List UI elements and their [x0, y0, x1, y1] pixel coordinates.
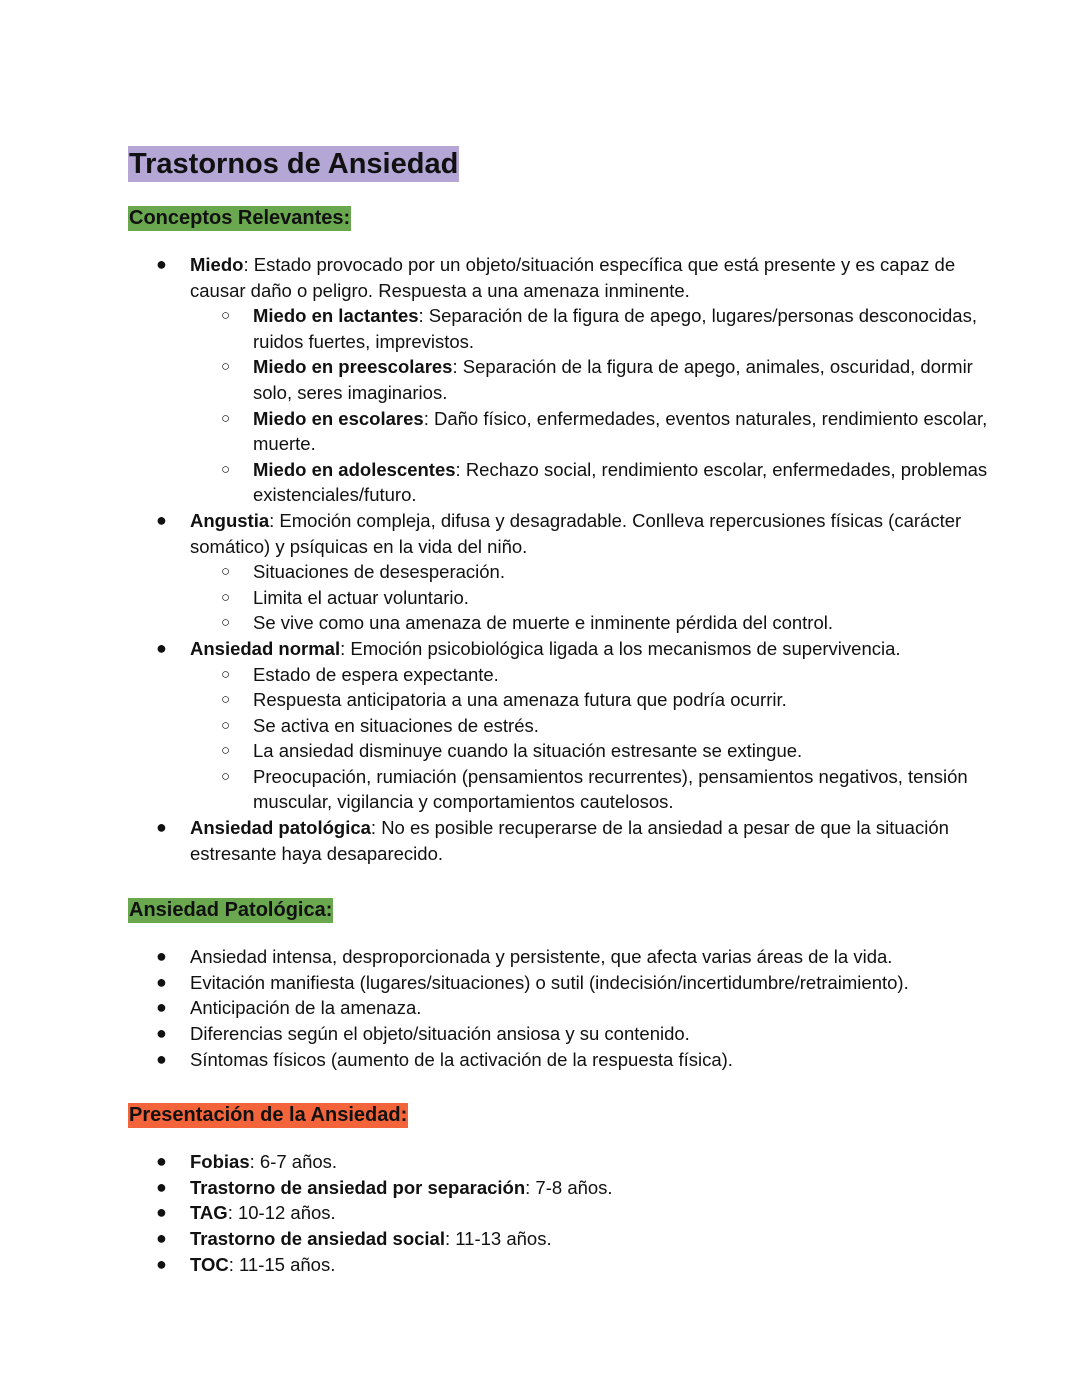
- sub-list-item: [190, 354, 1008, 405]
- document-page: [128, 146, 1008, 1277]
- bullet-icon: ●: [156, 997, 167, 1018]
- sub-list-item: [190, 457, 1008, 508]
- sub-list-item: [190, 610, 1008, 636]
- list-item: [128, 944, 1008, 970]
- hollow-bullet-icon: ○: [221, 358, 231, 376]
- bullet-icon: ●: [156, 946, 167, 967]
- list-item: [128, 636, 1008, 815]
- bullet-icon: ●: [156, 254, 167, 274]
- age-range: : 11-15 años.: [228, 1253, 336, 1275]
- sub-text: Limita el actuar voluntario.: [253, 586, 469, 608]
- definition: : Rechazo social, rendimiento escolar, enfermedades, problemas existenciales/futuro.: [253, 458, 988, 506]
- bullet-icon: ●: [156, 1023, 167, 1044]
- sub-list-item: [190, 738, 1008, 764]
- age-range: : 6-7 años.: [249, 1151, 338, 1173]
- term: Trastorno de ansiedad por separación: [190, 1176, 526, 1198]
- sub-list: [190, 559, 1008, 636]
- hollow-bullet-icon: ○: [221, 742, 231, 760]
- term: Trastorno de ansiedad social: [190, 1228, 445, 1249]
- term: Miedo en escolares: [253, 407, 424, 429]
- definition: : Estado provocado por un objeto/situación específica que está presente y es capaz de causar daño o peligro. Respuesta a una amenaza inminente.: [190, 254, 956, 301]
- bullet-icon: ●: [156, 509, 167, 530]
- hollow-bullet-icon: ○: [221, 460, 231, 478]
- hollow-bullet-icon: ○: [221, 614, 231, 632]
- definition: : Separación de la figura de apego, lugares/personas desconocidas, ruidos fuertes, imprevistos.: [253, 305, 977, 352]
- presentacion-list: [128, 1149, 1008, 1277]
- item-text: Ansiedad intensa, desproporcionada y persistente, que afecta varias áreas de la vida.: [190, 946, 893, 968]
- sub-text: Estado de espera expectante.: [253, 663, 499, 685]
- term: Ansiedad patológica: [190, 817, 371, 839]
- list-item: [128, 508, 1008, 636]
- list-item: [128, 995, 1008, 1021]
- term: TOC: [190, 1253, 229, 1275]
- age-range: : 10-12 años.: [227, 1202, 336, 1224]
- bullet-icon: ●: [156, 1176, 167, 1197]
- list-item: [128, 1226, 1008, 1252]
- age-range: : 11-13 años.: [444, 1228, 552, 1249]
- sub-text: Respuesta anticipatoria a una amenaza futura que podría ocurrir.: [253, 689, 787, 711]
- hollow-bullet-icon: ○: [221, 563, 231, 581]
- section-conceptos: [128, 206, 1008, 866]
- sub-list-item: [190, 687, 1008, 713]
- list-item: [128, 1047, 1008, 1073]
- section-presentacion: [128, 1103, 1008, 1277]
- item-text: Evitación manifiesta (lugares/situaciones) o sutil (indecisión/incertidumbre/retraimiento).: [190, 971, 909, 993]
- sub-text: Se activa en situaciones de estrés.: [253, 714, 539, 736]
- bullet-icon: ●: [156, 817, 167, 838]
- sub-list-item: [190, 303, 1008, 354]
- bullet-icon: ●: [156, 1253, 167, 1274]
- sub-list-item: [190, 713, 1008, 739]
- sub-list-item: [190, 406, 1008, 457]
- conceptos-list: [128, 252, 1008, 866]
- definition: : No es posible recuperarse de la ansiedad a pesar de que la situación estresante haya desaparecido.: [190, 817, 949, 864]
- bullet-icon: ●: [156, 971, 167, 992]
- hollow-bullet-icon: ○: [221, 665, 231, 683]
- hollow-bullet-icon: ○: [221, 767, 231, 785]
- document-title: Trastornos de Ansiedad: [129, 148, 459, 180]
- bullet-icon: ●: [156, 1228, 167, 1248]
- sub-list-item: [190, 585, 1008, 611]
- sub-text: Se vive como una amenaza de muerte e inminente pérdida del control.: [253, 612, 834, 634]
- hollow-bullet-icon: ○: [221, 716, 231, 734]
- definition: : Emoción psicobiológica ligada a los mecanismos de supervivencia.: [340, 637, 901, 659]
- term: Miedo en lactantes: [253, 305, 419, 327]
- list-item: [128, 1149, 1008, 1175]
- sub-list: [190, 303, 1008, 508]
- definition: : Separación de la figura de apego, animales, oscuridad, dormir solo, seres imaginarios.: [253, 356, 973, 403]
- term: Miedo en adolescentes: [253, 458, 456, 480]
- sub-text: Situaciones de desesperación.: [253, 561, 505, 583]
- bullet-icon: ●: [156, 1151, 167, 1172]
- term: TAG: [190, 1202, 228, 1224]
- bullet-icon: ●: [156, 1202, 167, 1223]
- list-item: [128, 1252, 1008, 1278]
- hollow-bullet-icon: ○: [221, 307, 231, 325]
- term: Angustia: [190, 509, 270, 531]
- sub-list: [190, 662, 1008, 816]
- list-item: [128, 1021, 1008, 1047]
- list-item: [128, 1200, 1008, 1226]
- patologica-list: [128, 944, 1008, 1072]
- hollow-bullet-icon: ○: [221, 409, 231, 427]
- sub-list-item: [190, 662, 1008, 688]
- definition: : Daño físico, enfermedades, eventos naturales, rendimiento escolar, muerte.: [253, 407, 988, 455]
- term: Ansiedad normal: [190, 637, 341, 659]
- sub-text: La ansiedad disminuye cuando la situación estresante se extingue.: [253, 740, 803, 762]
- age-range: : 7-8 años.: [525, 1176, 613, 1198]
- definition: : Emoción compleja, difusa y desagradable. Conlleva repercusiones físicas (carácter somático) y psíquicas en la vida del niño.: [190, 509, 962, 557]
- list-item: [128, 815, 1008, 866]
- list-item: [128, 1175, 1008, 1201]
- section-patologica: [128, 898, 1008, 1072]
- sub-list-item: [190, 764, 1008, 815]
- bullet-icon: ●: [156, 1048, 167, 1069]
- item-text: Anticipación de la amenaza.: [190, 997, 422, 1019]
- list-item: [128, 252, 1008, 508]
- term: Miedo en preescolares: [253, 356, 453, 378]
- sub-list-item: [190, 559, 1008, 585]
- item-text: Síntomas físicos (aumento de la activación de la respuesta física).: [190, 1048, 733, 1070]
- hollow-bullet-icon: ○: [221, 691, 231, 709]
- list-item: [128, 970, 1008, 996]
- sub-text: Preocupación, rumiación (pensamientos recurrentes), pensamientos negativos, tensión muscular, vigilancia y comportamientos cautelosos.: [253, 765, 968, 813]
- bullet-icon: ●: [156, 637, 167, 658]
- term: Fobias: [190, 1151, 250, 1173]
- item-text: Diferencias según el objeto/situación ansiosa y su contenido.: [190, 1023, 690, 1045]
- section-heading-presentacion: Presentación de la Ansiedad:: [129, 1104, 408, 1127]
- section-heading-conceptos: Conceptos Relevantes:: [129, 207, 351, 229]
- hollow-bullet-icon: ○: [221, 588, 231, 606]
- section-heading-patologica: Ansiedad Patológica:: [129, 899, 333, 922]
- term: Miedo: [190, 254, 244, 275]
